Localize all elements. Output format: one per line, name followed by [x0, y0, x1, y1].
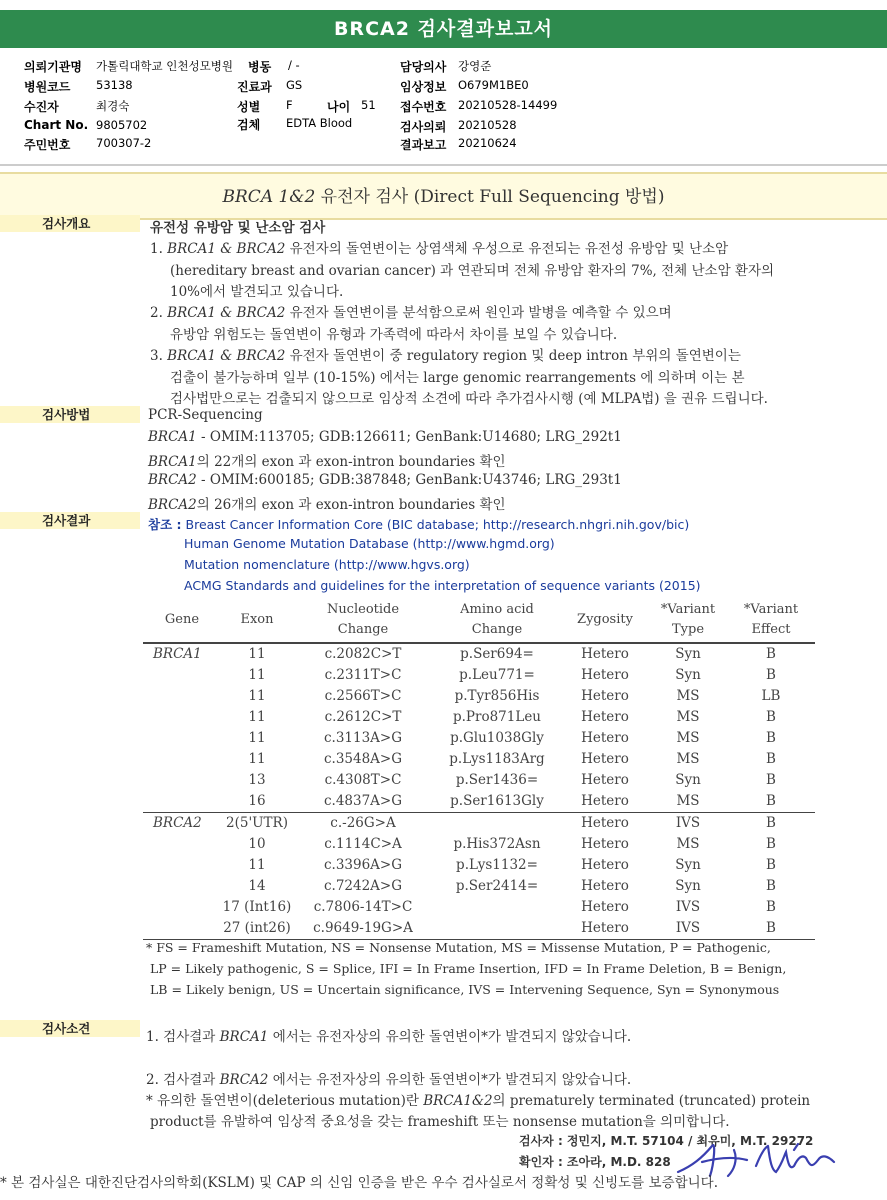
cell-gene — [143, 855, 221, 876]
dept-label: 진료과 — [237, 80, 272, 94]
method-line-1: PCR-Sequencing — [148, 407, 263, 423]
col-zygosity: Zygosity — [561, 598, 649, 643]
cell-variant-effect: B — [766, 709, 776, 725]
table-row — [143, 749, 815, 770]
cell-gene — [143, 791, 221, 813]
cell-zygosity: Hetero — [581, 899, 629, 915]
cell-zygosity: Hetero — [581, 709, 629, 725]
specimen-value: EDTA Blood — [286, 116, 353, 130]
cell-nucleotide: c.3548A>G — [323, 751, 403, 767]
col-nucleotide: Nucleotide Change — [293, 598, 433, 643]
cell-exon: 11 — [248, 646, 266, 662]
variant-table — [143, 598, 815, 940]
col-exon: Exon — [221, 598, 293, 643]
overview-line-3c: 검사법만으로는 검출되지 않으므로 임상적 소견에 따라 추가검사시행 (예 MLPA법) 을 권유 드립니다. — [170, 391, 768, 407]
cell-amino-acid: p.Pro871Leu — [452, 709, 541, 725]
cell-gene: BRCA1 — [153, 646, 202, 662]
footnote-3: LB = Likely benign, US = Uncertain significance, IVS = Intervening Sequence, Syn = Synonymous — [150, 982, 780, 997]
cell-variant-type: IVS — [649, 813, 727, 835]
cell-zygosity: Hetero — [581, 857, 629, 873]
cell-gene — [143, 665, 221, 686]
cell-variant-type: Syn — [675, 667, 701, 683]
cell-amino-acid: p.Tyr856His — [454, 688, 540, 704]
col-gene: Gene — [143, 598, 221, 643]
ward-label: 병동 — [248, 60, 272, 74]
cell-nucleotide: c.4837A>G — [323, 793, 403, 809]
cell-nucleotide: c.2566T>C — [324, 688, 402, 704]
cell-exon: 11 — [248, 751, 266, 767]
cell-amino-acid: p.Glu1038Gly — [450, 730, 544, 746]
cell-variant-effect: B — [766, 730, 776, 746]
finding-note-2: product를 유발하여 임상적 중요성을 갖는 frameshift 또는 nonsense mutation을 의미합니다. — [150, 1114, 730, 1130]
cell-exon: 11 — [248, 688, 266, 704]
overview-line-3b: 검출이 불가능하며 일부 (10-15%) 에서는 large genomic rearrangements 에 의하며 이는 본 — [170, 370, 745, 386]
cell-gene — [143, 707, 221, 728]
overview-label: 검사개요 — [0, 215, 140, 232]
cell-gene — [143, 876, 221, 897]
cell-exon: 10 — [248, 836, 266, 852]
cell-zygosity: Hetero — [581, 836, 629, 852]
cell-variant-effect: B — [766, 878, 776, 894]
sex-label: 성별 — [237, 100, 261, 114]
overview-line-1b: (hereditary breast and ovarian cancer) 과 연관되며 전체 유방암 환자의 7%, 전체 난소암 환자의 — [170, 263, 775, 279]
reference-4: ACMG Standards and guidelines for the interpretation of sequence variants (2015) — [184, 578, 701, 593]
cell-variant-type: Syn — [675, 646, 701, 662]
cell-variant-type: Syn — [675, 878, 701, 894]
footnote-1: * FS = Frameshift Mutation, NS = Nonsense Mutation, MS = Missense Mutation, P = Pathogenic, — [146, 940, 771, 955]
table-row — [143, 897, 815, 918]
cell-exon: 11 — [248, 730, 266, 746]
table-row — [143, 876, 815, 897]
cell-variant-effect: B — [766, 857, 776, 873]
cell-variant-type: MS — [676, 836, 700, 852]
cell-variant-effect: B — [766, 667, 776, 683]
table-row — [143, 918, 815, 940]
clinical-label: 임상정보 — [400, 80, 447, 94]
cell-exon: 11 — [248, 857, 266, 873]
reference-3: Mutation nomenclature (http://www.hgvs.org) — [184, 557, 470, 572]
cell-variant-type: Syn — [675, 857, 701, 873]
certification-footer: * 본 검사실은 대한진단검사의학회(KSLM) 및 CAP 의 신임 인증을 받은 우수 검사실로서 정확성 및 신빙도를 보증합니다. — [0, 1175, 718, 1191]
cell-variant-effect: B — [766, 772, 776, 788]
cell-nucleotide: c.2311T>C — [324, 667, 402, 683]
cell-nucleotide: c.3113A>G — [323, 730, 403, 746]
cell-amino-acid: p.Leu771= — [459, 667, 535, 683]
method-line-3: BRCA1의 22개의 exon 과 exon-intron boundaries 확인 — [148, 454, 506, 470]
cell-gene — [143, 749, 221, 770]
cell-nucleotide: c.9649-19G>A — [293, 918, 433, 940]
cell-amino-acid — [433, 897, 561, 918]
cell-gene: BRCA2 — [143, 813, 221, 835]
cell-variant-type: MS — [676, 730, 700, 746]
request-value: 20210528 — [458, 118, 517, 132]
institution-label: 의뢰기관명 — [24, 60, 82, 74]
institution-value: 가톨릭대학교 인천성모병원 — [96, 59, 233, 73]
table-row — [143, 834, 815, 855]
method-label: 검사방법 — [0, 406, 140, 423]
cell-nucleotide: c.3396A>G — [323, 857, 403, 873]
cell-amino-acid: p.Ser1613Gly — [450, 793, 544, 809]
table-row — [143, 665, 815, 686]
cell-exon: 14 — [248, 878, 266, 894]
col-variant-effect: *Variant Effect — [727, 598, 815, 643]
overview-line-3: 3. BRCA1 & BRCA2 유전자 돌연변이 중 regulatory region 및 deep intron 부위의 돌연변이는 — [150, 348, 741, 364]
findings-label: 검사소견 — [0, 1020, 140, 1037]
specimen-label: 검체 — [237, 118, 261, 132]
cell-gene — [143, 897, 221, 918]
report-date-label: 결과보고 — [400, 138, 447, 152]
table-row — [143, 728, 815, 749]
cell-zygosity: Hetero — [581, 688, 629, 704]
cell-exon: 16 — [248, 793, 266, 809]
cell-amino-acid: p.Ser1436= — [455, 772, 539, 788]
cell-amino-acid — [433, 813, 561, 835]
report-title: BRCA2 검사결과보고서 — [0, 10, 887, 48]
table-row — [143, 855, 815, 876]
cell-variant-effect: B — [727, 918, 815, 940]
dept-value: GS — [286, 78, 303, 92]
cell-zygosity: Hetero — [581, 793, 629, 809]
results-label: 검사결과 — [0, 512, 140, 529]
receipt-value: 20210528-14499 — [458, 98, 558, 112]
cell-variant-type: IVS — [675, 899, 701, 915]
cell-gene — [143, 686, 221, 707]
cell-variant-effect: B — [766, 899, 776, 915]
cell-nucleotide: c.4308T>C — [324, 772, 402, 788]
cell-variant-effect: B — [766, 836, 776, 852]
col-amino-acid: Amino acid Change — [433, 598, 561, 643]
table-row — [143, 643, 815, 665]
table-row — [143, 813, 815, 835]
cell-gene — [143, 918, 221, 940]
finding-2: 2. 검사결과 BRCA2 에서는 유전자상의 유의한 돌연변이*가 발견되지 않았습니다. — [146, 1072, 632, 1088]
cell-zygosity: Hetero — [581, 667, 629, 683]
doctor-value: 강영준 — [458, 59, 492, 73]
cell-zygosity: Hetero — [581, 730, 629, 746]
cell-exon: 2(5'UTR) — [221, 813, 293, 835]
reference-2: Human Genome Mutation Database (http://www.hgmd.org) — [184, 536, 555, 551]
method-line-4: BRCA2 - OMIM:600185; GDB:387848; GenBank:U43746; LRG_293t1 — [148, 472, 622, 488]
cell-variant-effect: B — [727, 813, 815, 835]
cell-variant-type: MS — [676, 709, 700, 725]
chart-value: 9805702 — [96, 118, 148, 132]
age-label: 나이 — [327, 100, 351, 114]
cell-amino-acid: p.Lys1132= — [456, 857, 538, 873]
method-line-5: BRCA2의 26개의 exon 과 exon-intron boundaries 확인 — [148, 497, 506, 513]
cell-amino-acid: p.Ser2414= — [455, 878, 539, 894]
clinical-value: O679M1BE0 — [458, 78, 529, 92]
cell-variant-effect: LB — [761, 688, 781, 704]
cell-nucleotide: c.2082C>T — [324, 646, 402, 662]
cell-zygosity: Hetero — [561, 918, 649, 940]
cell-nucleotide: c.1114C>A — [324, 836, 402, 852]
test-title: BRCA 1&2 유전자 검사 (Direct Full Sequencing 방법) — [222, 187, 665, 207]
table-row — [143, 791, 815, 813]
table-row — [143, 707, 815, 728]
cell-amino-acid — [433, 918, 561, 940]
age-value: 51 — [361, 98, 376, 112]
header-divider — [0, 164, 887, 166]
cell-variant-effect: B — [766, 793, 776, 809]
hospital-code-value: 53138 — [96, 78, 133, 92]
cell-exon: 11 — [248, 667, 266, 683]
rrn-label: 주민번호 — [24, 138, 71, 152]
cell-zygosity: Hetero — [561, 813, 649, 835]
cell-nucleotide: c.-26G>A — [293, 813, 433, 835]
overview-line-1c: 10%에서 발견되고 있습니다. — [170, 284, 344, 300]
cell-exon: 13 — [248, 772, 266, 788]
patient-label: 수진자 — [24, 100, 59, 114]
request-label: 검사의뢰 — [400, 120, 447, 134]
finding-note-1: * 유의한 돌연변이(deleterious mutation)란 BRCA1&2의 prematurely terminated (truncated) protein — [146, 1093, 811, 1109]
cell-gene — [143, 834, 221, 855]
cell-zygosity: Hetero — [581, 772, 629, 788]
report-date-value: 20210624 — [458, 136, 517, 150]
cell-zygosity: Hetero — [581, 751, 629, 767]
finding-1: 1. 검사결과 BRCA1 에서는 유전자상의 유의한 돌연변이*가 발견되지 않았습니다. — [146, 1029, 632, 1045]
cell-variant-type: Syn — [675, 772, 701, 788]
cell-amino-acid: p.Lys1183Arg — [449, 751, 545, 767]
cell-nucleotide: c.2612C>T — [324, 709, 402, 725]
table-row — [143, 770, 815, 791]
cell-gene — [143, 770, 221, 791]
patient-value: 최경숙 — [96, 99, 130, 113]
sex-value: F — [286, 98, 293, 112]
cell-exon: 17 (Int16) — [222, 899, 292, 915]
tester-line: 검사자 : 정민지, M.T. 57104 / 최유미, M.T. 29272 — [519, 1134, 814, 1148]
cell-nucleotide: c.7242A>G — [323, 878, 403, 894]
chart-label: Chart No. — [24, 118, 89, 132]
cell-variant-type: MS — [676, 751, 700, 767]
cell-variant-type: MS — [676, 793, 700, 809]
overview-line-2b: 유방암 위험도는 돌연변이 유형과 가족력에 따라서 차이를 보일 수 있습니다. — [170, 327, 618, 343]
cell-variant-effect: B — [766, 751, 776, 767]
overview-line-2: 2. BRCA1 & BRCA2 유전자 돌연변이를 분석함으로써 원인과 발병을 예측할 수 있으며 — [150, 305, 672, 321]
hospital-code-label: 병원코드 — [24, 80, 71, 94]
col-variant-type: *Variant Type — [649, 598, 727, 643]
ward-value: / - — [288, 58, 300, 72]
cell-amino-acid: p.Ser694= — [460, 646, 534, 662]
method-line-2: BRCA1 - OMIM:113705; GDB:126611; GenBank:U14680; LRG_292t1 — [148, 429, 622, 445]
overview-line-1: 1. BRCA1 & BRCA2 유전자의 돌연변이는 상염색체 우성으로 유전되는 유전성 유방암 및 난소암 — [150, 241, 729, 257]
cell-zygosity: Hetero — [581, 646, 629, 662]
cell-exon: 27 (int26) — [221, 918, 293, 940]
cell-variant-type: IVS — [649, 918, 727, 940]
overview-heading: 유전성 유방암 및 난소암 검사 — [150, 220, 326, 236]
cell-amino-acid: p.His372Asn — [453, 836, 541, 852]
cell-gene — [143, 728, 221, 749]
table-row — [143, 686, 815, 707]
receipt-label: 접수번호 — [400, 100, 447, 114]
reference-1: 참조 : Breast Cancer Information Core (BIC database; http://research.nhgri.nih.gov/bic) — [148, 517, 690, 532]
footnote-2: LP = Likely pathogenic, S = Splice, IFI = In Frame Insertion, IFD = In Frame Deletion, B = Benign, — [150, 961, 787, 976]
table-header-row — [143, 598, 815, 643]
cell-variant-effect: B — [766, 646, 776, 662]
cell-variant-type: MS — [676, 688, 700, 704]
cell-zygosity: Hetero — [581, 878, 629, 894]
rrn-value: 700307-2 — [96, 136, 152, 150]
cell-nucleotide: c.7806-14T>C — [313, 899, 413, 915]
confirmer-line: 확인자 : 조아라, M.D. 828 — [519, 1155, 671, 1169]
test-title-band — [0, 172, 887, 220]
doctor-label: 담당의사 — [400, 60, 447, 74]
cell-exon: 11 — [248, 709, 266, 725]
